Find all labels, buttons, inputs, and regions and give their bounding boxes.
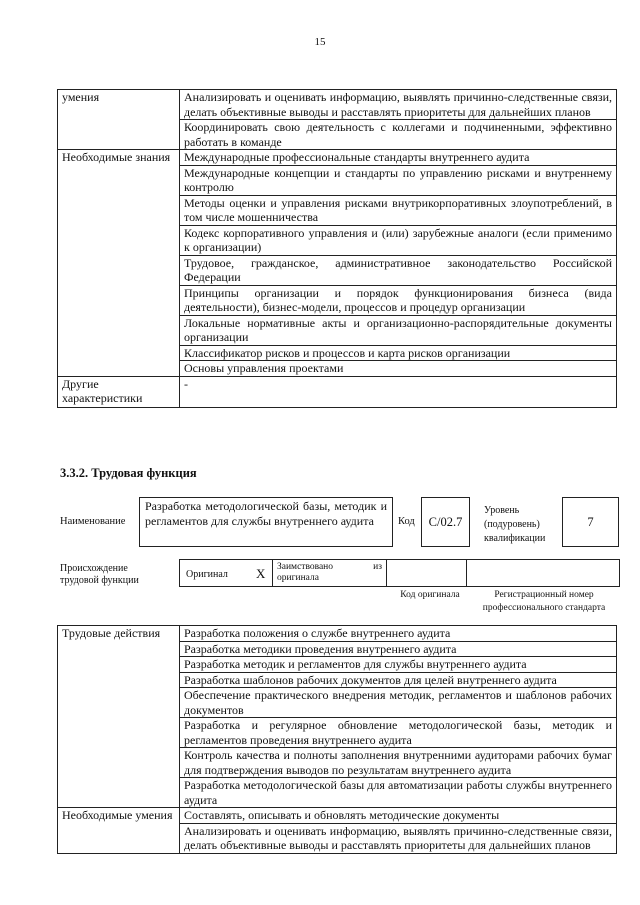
row-label: Необходимые знания xyxy=(58,150,180,377)
borrowed-cell xyxy=(273,560,387,586)
table-row xyxy=(58,150,617,166)
code-label: Код xyxy=(398,516,415,527)
table-cell: Составлять, описывать и обновлять методические документы xyxy=(180,808,617,824)
table-cell: Координировать свою деятельность с коллегами и подчиненными, эффективно работать в команде xyxy=(180,120,617,150)
skills-knowledge-table xyxy=(57,89,617,408)
row-label: Другие характеристики xyxy=(58,376,180,407)
original-mark: X xyxy=(256,566,266,581)
origin-label: Происхождение трудовой функции xyxy=(60,563,139,586)
name-label: Наименование xyxy=(60,516,126,527)
table-cell: Обеспечение практического внедрения методик, регламентов и шаблонов рабочих документов xyxy=(180,688,617,718)
code-box xyxy=(421,497,470,547)
table-cell: - xyxy=(180,376,617,407)
table-cell: Локальные нормативные акты и организационно-распорядительные документы организации xyxy=(180,315,617,345)
table-row xyxy=(58,90,617,120)
row-label: Трудовые действия xyxy=(58,626,180,808)
reg-number-cell xyxy=(467,560,619,586)
function-name-box xyxy=(139,497,393,547)
table-cell: Разработка методик и регламентов для службы внутреннего аудита xyxy=(180,657,617,673)
section-title: 3.3.2. Трудовая функция xyxy=(60,466,197,480)
table-cell: Контроль качества и полноты заполнения внутренними аудиторами рабочих бумаг для подтверждения выводов по результатам внутреннего аудита xyxy=(180,748,617,778)
table-cell: Кодекс корпоративного управления и (или) зарубежные аналоги (если применимо к организации) xyxy=(180,225,617,255)
code-value: С/02.7 xyxy=(428,514,463,529)
table-cell: Международные профессиональные стандарты внутреннего аудита xyxy=(180,150,617,166)
table-cell: Разработка методологической базы для автоматизации работы службы внутреннего аудита xyxy=(180,778,617,808)
table-cell: Разработка методики проведения внутреннего аудита xyxy=(180,641,617,657)
function-name: Разработка методологической базы, методик и регламентов для службы внутреннего аудита xyxy=(145,499,387,528)
code-original-caption: Код оригинала xyxy=(400,590,460,600)
row-label: Необходимые умения xyxy=(58,808,180,854)
level-box xyxy=(562,497,619,547)
row-label: умения xyxy=(58,90,180,150)
table-row xyxy=(58,808,617,824)
table-cell: Разработка положения о службе внутреннего аудита xyxy=(180,626,617,642)
table-cell: Разработка и регулярное обновление методологической базы, методик и регламентов проведения внутреннего аудита xyxy=(180,718,617,748)
table-cell: Разработка шаблонов рабочих документов для целей внутреннего аудита xyxy=(180,672,617,688)
origin-grid xyxy=(179,559,620,587)
table-cell: Анализировать и оценивать информацию, выявлять причинно-следственные связи, делать объективные выводы и расставлять приоритеты для дальнейших планов xyxy=(180,823,617,853)
table-cell: Методы оценки и управления рисками внутрикорпоративных злоупотреблений, в том числе мошенничества xyxy=(180,195,617,225)
table-cell: Принципы организации и порядок функционирования бизнеса (вида деятельности), бизнес-модели, процессов и процедур организации xyxy=(180,285,617,315)
labor-actions-table xyxy=(57,625,617,854)
original-label: Оригинал xyxy=(186,569,228,580)
table-row xyxy=(58,626,617,642)
table-cell: Международные концепции и стандарты по управлению рисками и внутреннему контролю xyxy=(180,165,617,195)
table-cell: Классификатор рисков и процессов и карта рисков организации xyxy=(180,345,617,361)
reg-number-caption: Регистрационный номер профессионального стандарта xyxy=(482,590,606,613)
table-cell: Трудовое, гражданское, административное законодательство Российской Федерации xyxy=(180,255,617,285)
page-number: 15 xyxy=(314,36,326,48)
original-cell xyxy=(180,560,273,586)
table-cell: Основы управления проектами xyxy=(180,361,617,377)
code-original-cell xyxy=(388,560,467,586)
table-cell: Анализировать и оценивать информацию, выявлять причинно-следственные связи, делать объективные выводы и расставлять приоритеты для дальнейших планов xyxy=(180,90,617,120)
table-row xyxy=(58,376,617,407)
level-value: 7 xyxy=(587,514,594,529)
borrowed-label: Заимствовано из оригинала xyxy=(277,562,382,583)
level-label: Уровень (подуровень) квалификации xyxy=(484,505,546,544)
